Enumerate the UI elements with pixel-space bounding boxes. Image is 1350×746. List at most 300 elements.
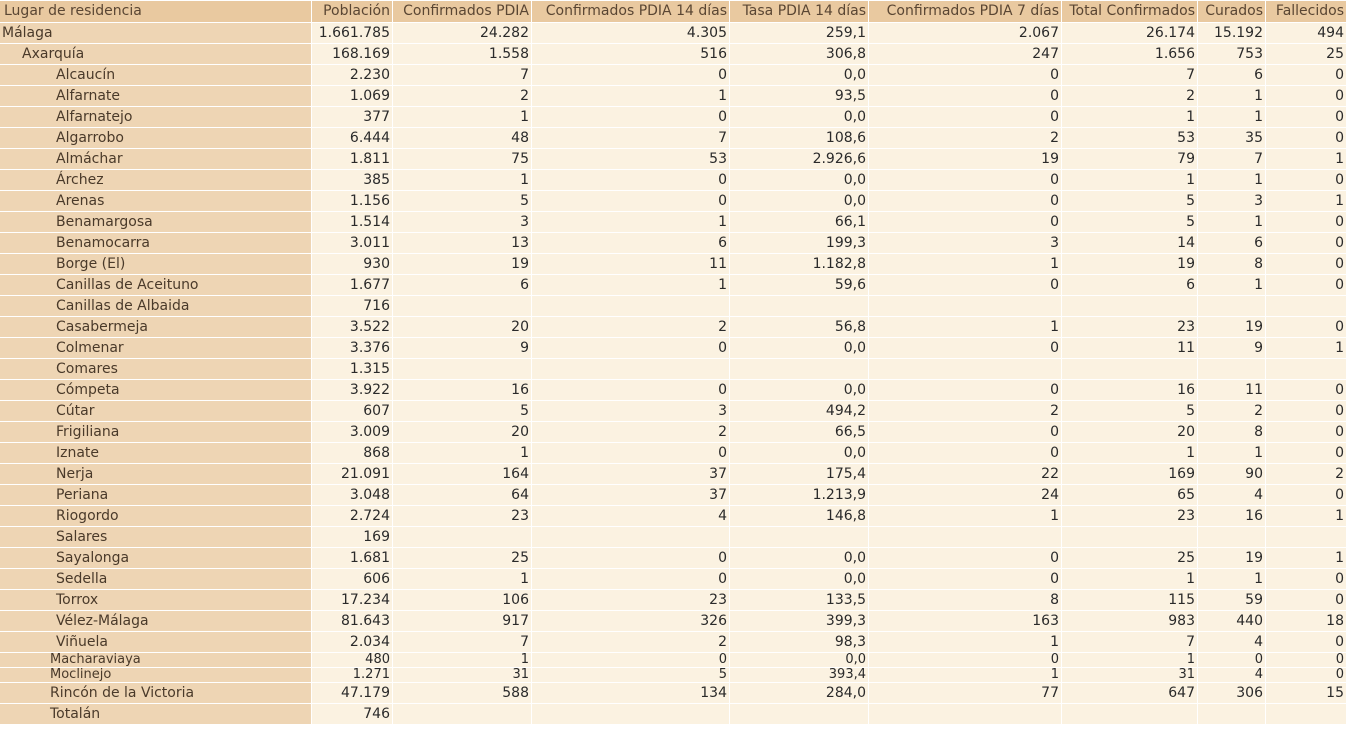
table-cell: 0 — [869, 338, 1062, 358]
table-cell: 47.179 — [312, 683, 393, 703]
table-cell — [730, 527, 869, 547]
table-cell: 1 — [532, 275, 730, 295]
table-cell: 133,5 — [730, 590, 869, 610]
table-cell: 4 — [1198, 485, 1266, 505]
table-cell — [393, 704, 532, 724]
table-cell: 59 — [1198, 590, 1266, 610]
table-cell — [393, 359, 532, 379]
row-label: Frigiliana — [0, 422, 312, 442]
table-row[interactable] — [0, 44, 1347, 64]
table-row[interactable] — [0, 704, 1347, 724]
row-label: Árchez — [0, 170, 312, 190]
table-row[interactable] — [0, 275, 1347, 295]
table-cell: 0,0 — [730, 548, 869, 568]
table-cell: 2.230 — [312, 65, 393, 85]
table-cell: 0 — [1266, 401, 1347, 421]
table-row[interactable] — [0, 506, 1347, 526]
table-cell: 0 — [869, 653, 1062, 667]
table-cell: 440 — [1198, 611, 1266, 631]
table-row[interactable] — [0, 653, 1347, 667]
table-cell: 1 — [532, 86, 730, 106]
table-cell: 7 — [1062, 65, 1198, 85]
table-cell: 0 — [532, 107, 730, 127]
table-cell: 746 — [312, 704, 393, 724]
table-cell: 1 — [393, 170, 532, 190]
table-cell: 1 — [869, 317, 1062, 337]
row-label: Cómpeta — [0, 380, 312, 400]
table-cell: 0,0 — [730, 443, 869, 463]
table-cell: 168.169 — [312, 44, 393, 64]
table-cell: 7 — [1198, 149, 1266, 169]
table-cell: 1 — [869, 506, 1062, 526]
table-cell — [1266, 359, 1347, 379]
table-cell — [532, 704, 730, 724]
table-cell: 1.182,8 — [730, 254, 869, 274]
table-cell: 26.174 — [1062, 23, 1198, 43]
table-row[interactable] — [0, 401, 1347, 421]
table-cell: 0 — [869, 170, 1062, 190]
table-cell: 1 — [1266, 506, 1347, 526]
column-header[interactable]: Confirmados PDIA 14 días — [532, 1, 730, 22]
table-cell: 930 — [312, 254, 393, 274]
table-cell: 1 — [1198, 107, 1266, 127]
table-cell: 494 — [1266, 23, 1347, 43]
table-cell: 0 — [1266, 212, 1347, 232]
table-row[interactable] — [0, 548, 1347, 568]
table-cell: 3.009 — [312, 422, 393, 442]
row-label: Comares — [0, 359, 312, 379]
table-cell: 0 — [1266, 422, 1347, 442]
table-row[interactable] — [0, 338, 1347, 358]
column-header[interactable]: Curados — [1198, 1, 1266, 22]
column-header[interactable]: Fallecidos — [1266, 1, 1347, 22]
row-label: Alcaucín — [0, 65, 312, 85]
row-label: Canillas de Aceituno — [0, 275, 312, 295]
table-cell: 1 — [1198, 212, 1266, 232]
table-cell: 716 — [312, 296, 393, 316]
table-cell — [869, 527, 1062, 547]
table-cell: 0 — [532, 191, 730, 211]
table-cell: 0,0 — [730, 338, 869, 358]
table-cell — [1198, 704, 1266, 724]
table-cell: 5 — [532, 668, 730, 682]
table-cell: 1 — [1266, 338, 1347, 358]
row-label: Sayalonga — [0, 548, 312, 568]
row-label: Riogordo — [0, 506, 312, 526]
table-cell: 3.048 — [312, 485, 393, 505]
table-cell: 480 — [312, 653, 393, 667]
table-cell: 1 — [1266, 548, 1347, 568]
table-cell: 25 — [1062, 548, 1198, 568]
table-cell: 19 — [1062, 254, 1198, 274]
table-cell: 98,3 — [730, 632, 869, 652]
table-cell: 19 — [1198, 317, 1266, 337]
row-label: Borge (El) — [0, 254, 312, 274]
table-cell: 1 — [869, 254, 1062, 274]
table-cell: 20 — [393, 317, 532, 337]
table-row[interactable] — [0, 422, 1347, 442]
table-cell — [1062, 296, 1198, 316]
row-label: Moclinejo — [0, 668, 312, 682]
table-cell: 1.681 — [312, 548, 393, 568]
table-cell — [1198, 296, 1266, 316]
row-label: Salares — [0, 527, 312, 547]
table-cell: 0,0 — [730, 170, 869, 190]
table-cell: 115 — [1062, 590, 1198, 610]
table-cell — [730, 296, 869, 316]
table-cell: 23 — [1062, 317, 1198, 337]
row-label: Totalán — [0, 704, 312, 724]
table-cell: 1.558 — [393, 44, 532, 64]
table-cell: 0 — [869, 275, 1062, 295]
table-cell: 23 — [532, 590, 730, 610]
table-cell: 9 — [1198, 338, 1266, 358]
table-cell — [1198, 527, 1266, 547]
table-cell: 2 — [532, 422, 730, 442]
table-cell: 20 — [1062, 422, 1198, 442]
row-label: Benamocarra — [0, 233, 312, 253]
table-cell — [869, 359, 1062, 379]
table-cell: 169 — [312, 527, 393, 547]
table-cell: 3.922 — [312, 380, 393, 400]
table-cell — [1266, 527, 1347, 547]
table-cell: 175,4 — [730, 464, 869, 484]
table-cell: 2 — [1062, 86, 1198, 106]
column-header[interactable]: Tasa PDIA 14 días — [730, 1, 869, 22]
table-cell: 93,5 — [730, 86, 869, 106]
row-label: Torrox — [0, 590, 312, 610]
table-cell: 81.643 — [312, 611, 393, 631]
table-cell: 0 — [1266, 485, 1347, 505]
table-cell: 1.811 — [312, 149, 393, 169]
table-cell: 0,0 — [730, 65, 869, 85]
table-cell: 3.011 — [312, 233, 393, 253]
table-row[interactable] — [0, 464, 1347, 484]
table-cell: 0 — [1266, 653, 1347, 667]
table-cell: 7 — [532, 128, 730, 148]
table-row[interactable] — [0, 86, 1347, 106]
column-header[interactable]: Lugar de residencia — [0, 1, 312, 22]
table-cell: 868 — [312, 443, 393, 463]
table-cell — [730, 359, 869, 379]
table-cell: 0 — [869, 191, 1062, 211]
table-cell: 11 — [1198, 380, 1266, 400]
table-cell: 588 — [393, 683, 532, 703]
table-cell: 3.376 — [312, 338, 393, 358]
table-cell: 11 — [532, 254, 730, 274]
table-row[interactable] — [0, 443, 1347, 463]
table-cell: 65 — [1062, 485, 1198, 505]
table-cell: 1.661.785 — [312, 23, 393, 43]
table-cell — [532, 359, 730, 379]
table-row[interactable] — [0, 317, 1347, 337]
table-cell: 199,3 — [730, 233, 869, 253]
table-row[interactable] — [0, 683, 1347, 703]
table-cell: 13 — [393, 233, 532, 253]
table-cell: 494,2 — [730, 401, 869, 421]
table-cell: 24 — [869, 485, 1062, 505]
table-cell: 247 — [869, 44, 1062, 64]
row-label: Iznate — [0, 443, 312, 463]
table-cell: 16 — [393, 380, 532, 400]
table-cell: 7 — [393, 65, 532, 85]
table-cell: 48 — [393, 128, 532, 148]
table-cell: 6 — [1062, 275, 1198, 295]
table-cell: 66,1 — [730, 212, 869, 232]
table-cell: 3 — [1198, 191, 1266, 211]
row-label: Algarrobo — [0, 128, 312, 148]
table-cell: 5 — [1062, 212, 1198, 232]
row-label: Málaga — [0, 23, 312, 43]
table-cell: 19 — [1198, 548, 1266, 568]
table-row[interactable] — [0, 485, 1347, 505]
table-cell: 1 — [869, 668, 1062, 682]
table-cell: 75 — [393, 149, 532, 169]
table-cell: 1 — [1198, 86, 1266, 106]
table-row[interactable] — [0, 569, 1347, 589]
table-row[interactable] — [0, 191, 1347, 211]
table-cell: 516 — [532, 44, 730, 64]
table-row[interactable] — [0, 611, 1347, 631]
table-row[interactable] — [0, 233, 1347, 253]
row-label: Periana — [0, 485, 312, 505]
table-cell: 53 — [1062, 128, 1198, 148]
table-cell: 393,4 — [730, 668, 869, 682]
table-cell: 3 — [393, 212, 532, 232]
table-row[interactable] — [0, 254, 1347, 274]
table-row[interactable] — [0, 149, 1347, 169]
table-cell: 0 — [1266, 668, 1347, 682]
table-cell: 77 — [869, 683, 1062, 703]
table-header-row — [0, 1, 1347, 22]
table-cell: 0 — [532, 338, 730, 358]
table-cell: 2.926,6 — [730, 149, 869, 169]
table-cell: 1 — [1198, 443, 1266, 463]
table-cell: 56,8 — [730, 317, 869, 337]
table-cell: 90 — [1198, 464, 1266, 484]
table-cell: 7 — [1062, 632, 1198, 652]
table-cell: 1 — [393, 653, 532, 667]
table-cell: 6 — [1198, 233, 1266, 253]
table-cell: 1.514 — [312, 212, 393, 232]
table-cell: 1 — [1062, 107, 1198, 127]
table-cell: 606 — [312, 569, 393, 589]
table-cell — [730, 704, 869, 724]
table-cell — [1062, 527, 1198, 547]
table-row[interactable] — [0, 23, 1347, 43]
table-cell: 24.282 — [393, 23, 532, 43]
table-cell: 1 — [1062, 170, 1198, 190]
row-label: Benamargosa — [0, 212, 312, 232]
row-label: Axarquía — [0, 44, 312, 64]
table-cell: 0 — [1198, 653, 1266, 667]
table-cell: 23 — [1062, 506, 1198, 526]
table-cell: 0 — [532, 653, 730, 667]
table-cell: 3.522 — [312, 317, 393, 337]
table-cell: 23 — [393, 506, 532, 526]
table-cell: 25 — [393, 548, 532, 568]
table-cell: 1 — [1198, 569, 1266, 589]
table-cell: 2 — [532, 632, 730, 652]
table-cell: 0 — [1266, 254, 1347, 274]
table-cell: 1 — [1198, 275, 1266, 295]
row-label: Nerja — [0, 464, 312, 484]
table-cell: 64 — [393, 485, 532, 505]
table-cell: 0 — [869, 380, 1062, 400]
table-cell — [1266, 704, 1347, 724]
table-cell: 6 — [1198, 65, 1266, 85]
table-row[interactable] — [0, 668, 1347, 682]
table-row[interactable] — [0, 632, 1347, 652]
table-cell: 5 — [1062, 401, 1198, 421]
table-cell: 0,0 — [730, 191, 869, 211]
row-label: Colmenar — [0, 338, 312, 358]
table-cell: 1.156 — [312, 191, 393, 211]
table-cell: 108,6 — [730, 128, 869, 148]
table-cell: 983 — [1062, 611, 1198, 631]
table-cell: 8 — [869, 590, 1062, 610]
row-label: Viñuela — [0, 632, 312, 652]
table-cell: 9 — [393, 338, 532, 358]
table-cell: 0 — [532, 380, 730, 400]
table-row[interactable] — [0, 107, 1347, 127]
table-cell — [532, 527, 730, 547]
table-cell — [869, 704, 1062, 724]
table-cell: 0 — [1266, 569, 1347, 589]
table-cell: 8 — [1198, 254, 1266, 274]
table-cell: 163 — [869, 611, 1062, 631]
table-cell — [393, 296, 532, 316]
table-cell: 1 — [1062, 569, 1198, 589]
table-row[interactable] — [0, 212, 1347, 232]
table-cell: 4 — [1198, 668, 1266, 682]
table-cell: 0 — [1266, 443, 1347, 463]
table-cell: 2 — [1198, 401, 1266, 421]
table-cell: 0 — [1266, 590, 1347, 610]
table-row[interactable] — [0, 590, 1347, 610]
table-row[interactable] — [0, 128, 1347, 148]
table-cell: 7 — [393, 632, 532, 652]
table-cell: 5 — [393, 191, 532, 211]
table-cell: 6.444 — [312, 128, 393, 148]
table-cell: 22 — [869, 464, 1062, 484]
table-cell: 0 — [1266, 65, 1347, 85]
row-label: Alfarnatejo — [0, 107, 312, 127]
row-label: Vélez-Málaga — [0, 611, 312, 631]
table-cell: 1 — [393, 443, 532, 463]
table-row[interactable] — [0, 65, 1347, 85]
table-row[interactable] — [0, 380, 1347, 400]
table-row[interactable] — [0, 296, 1347, 316]
table-cell: 0 — [1266, 86, 1347, 106]
table-cell: 11 — [1062, 338, 1198, 358]
table-cell: 0,0 — [730, 107, 869, 127]
table-cell: 1.656 — [1062, 44, 1198, 64]
table-cell: 134 — [532, 683, 730, 703]
table-cell: 1.677 — [312, 275, 393, 295]
table-cell: 0 — [869, 86, 1062, 106]
table-cell — [1266, 296, 1347, 316]
table-cell: 2.034 — [312, 632, 393, 652]
table-cell: 0 — [532, 65, 730, 85]
row-label: Arenas — [0, 191, 312, 211]
table-cell: 306 — [1198, 683, 1266, 703]
table-cell: 0 — [1266, 317, 1347, 337]
table-cell: 0 — [869, 107, 1062, 127]
table-cell: 2 — [393, 86, 532, 106]
table-cell: 6 — [393, 275, 532, 295]
table-cell: 164 — [393, 464, 532, 484]
column-header[interactable]: Población — [312, 1, 393, 22]
row-label: Casabermeja — [0, 317, 312, 337]
row-label: Sedella — [0, 569, 312, 589]
row-label: Macharaviaya — [0, 653, 312, 667]
table-cell: 2 — [532, 317, 730, 337]
table-cell: 0 — [1266, 170, 1347, 190]
table-cell: 1 — [1266, 149, 1347, 169]
table-cell: 2 — [1266, 464, 1347, 484]
table-cell — [1062, 704, 1198, 724]
table-cell: 259,1 — [730, 23, 869, 43]
table-cell: 326 — [532, 611, 730, 631]
table-cell: 146,8 — [730, 506, 869, 526]
table-row[interactable] — [0, 527, 1347, 547]
column-header[interactable]: Confirmados PDIA 7 días — [869, 1, 1062, 22]
table-cell: 79 — [1062, 149, 1198, 169]
table-cell: 4 — [1198, 632, 1266, 652]
column-header[interactable]: Total Confirmados — [1062, 1, 1198, 22]
table-cell: 1 — [869, 632, 1062, 652]
table-cell: 0 — [1266, 128, 1347, 148]
table-cell: 0 — [869, 212, 1062, 232]
table-cell: 2.067 — [869, 23, 1062, 43]
row-label: Alfarnate — [0, 86, 312, 106]
table-cell: 0 — [1266, 233, 1347, 253]
table-cell: 8 — [1198, 422, 1266, 442]
table-cell: 1 — [1266, 191, 1347, 211]
table-cell: 0,0 — [730, 653, 869, 667]
table-cell: 284,0 — [730, 683, 869, 703]
table-cell: 31 — [393, 668, 532, 682]
table-cell: 0 — [1266, 632, 1347, 652]
table-cell — [869, 296, 1062, 316]
row-label: Canillas de Albaida — [0, 296, 312, 316]
table-cell: 0 — [869, 548, 1062, 568]
table-cell: 0 — [532, 443, 730, 463]
table-row[interactable] — [0, 359, 1347, 379]
table-cell: 306,8 — [730, 44, 869, 64]
table-cell: 0 — [869, 422, 1062, 442]
table-cell: 4 — [532, 506, 730, 526]
table-cell: 3 — [869, 233, 1062, 253]
table-cell: 106 — [393, 590, 532, 610]
table-cell: 169 — [1062, 464, 1198, 484]
table-cell: 20 — [393, 422, 532, 442]
table-cell: 21.091 — [312, 464, 393, 484]
table-cell: 6 — [532, 233, 730, 253]
column-header[interactable]: Confirmados PDIA — [393, 1, 532, 22]
table-cell: 1 — [393, 569, 532, 589]
table-row[interactable] — [0, 170, 1347, 190]
table-cell — [1062, 359, 1198, 379]
table-cell: 1 — [393, 107, 532, 127]
table-cell: 1 — [1198, 170, 1266, 190]
row-label: Cútar — [0, 401, 312, 421]
table-cell: 399,3 — [730, 611, 869, 631]
table-cell: 1.213,9 — [730, 485, 869, 505]
table-cell: 0,0 — [730, 380, 869, 400]
table-cell: 2 — [869, 128, 1062, 148]
